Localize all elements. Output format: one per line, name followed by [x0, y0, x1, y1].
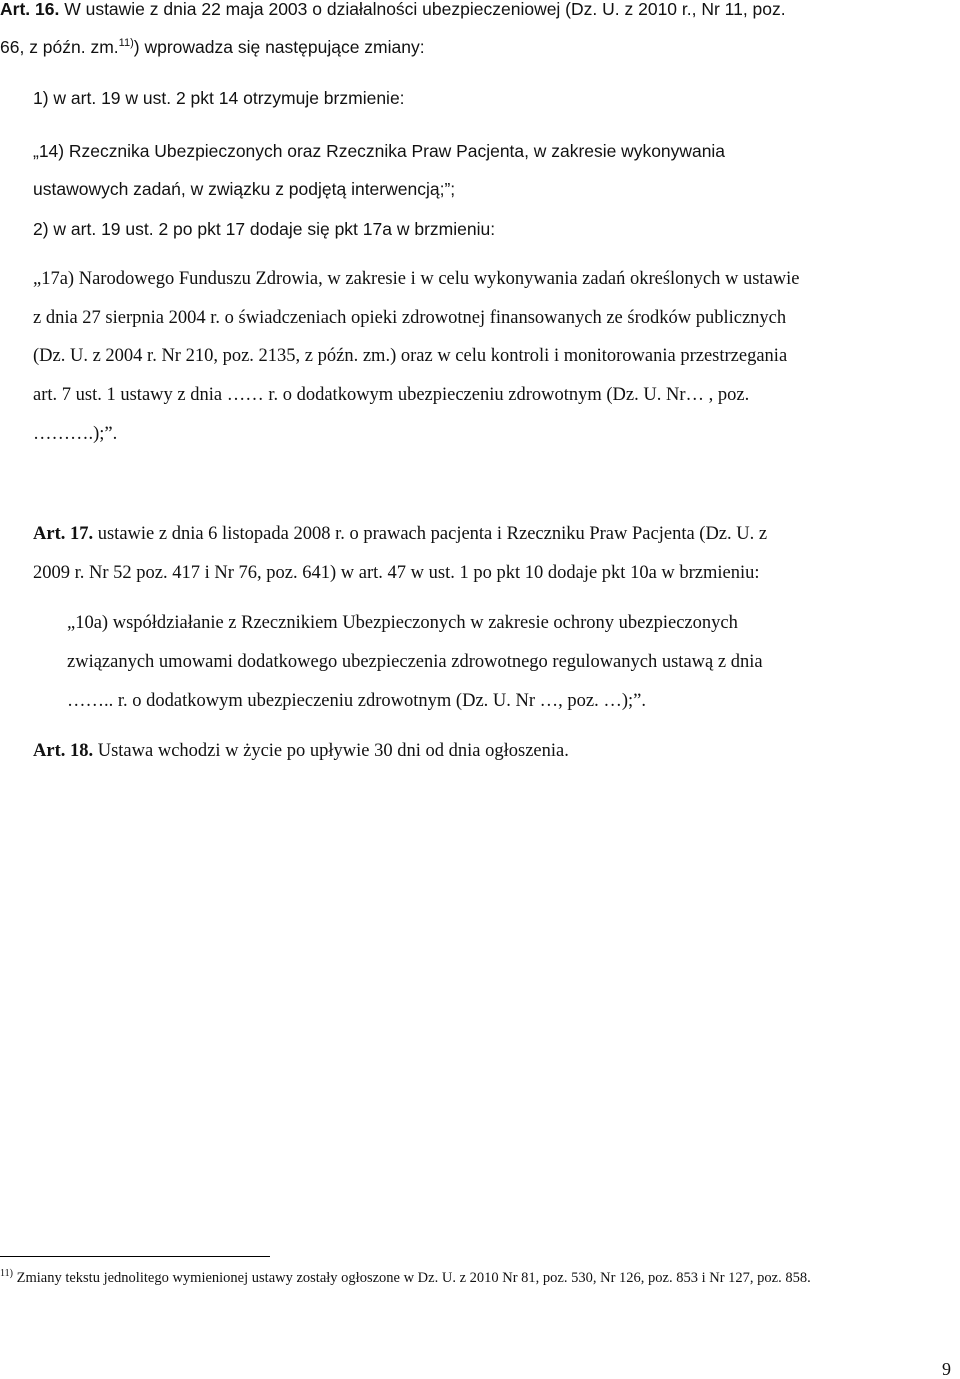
art16-intro-line1: W ustawie z dnia 22 maja 2003 o działalności ubezpieczeniowej (Dz. U. z 2010 r., Nr 11, poz.: [64, 0, 786, 19]
art16-intro-line2: [0, 36, 425, 58]
art18-label: Art. 18.: [33, 741, 94, 761]
art18-text: Ustawa wchodzi w życie po upływie 30 dni od dnia ogłoszenia.: [97, 741, 569, 761]
page-number: 9: [942, 1359, 951, 1379]
art17-line1-text: ustawie z dnia 6 listopada 2008 r. o prawach pacjenta i Rzeczniku Praw Pacjenta (Dz. U. z: [97, 524, 768, 544]
quote-17a-line5: ……….);”.: [33, 424, 118, 444]
art17-line1: [33, 523, 767, 545]
quote-17a-line2: z dnia 27 sierpnia 2004 r. o świadczeniach opieki zdrowotnej finansowanych ze środków publicznych: [33, 308, 787, 328]
quote-17a-line3: (Dz. U. z 2004 r. Nr 210, poz. 2135, z późn. zm.) oraz w celu kontroli i monitorowania przestrzegania: [33, 346, 788, 366]
quote-14-line1: [33, 140, 958, 162]
art17-label: Art. 17.: [33, 524, 94, 544]
art16-intro-line2a: 66, z późn. zm.: [0, 37, 119, 57]
footnote-text: Zmiany tekstu jednolitego wymienionej ustawy zostały ogłoszone w Dz. U. z 2010 Nr 81, poz. 530, Nr 126, poz. 853 i Nr 127, poz. 858.: [16, 1270, 811, 1286]
quote-10a-line2: związanych umowami dodatkowego ubezpieczenia zdrowotnego regulowanych ustawą z dnia: [67, 652, 763, 672]
footnote-marker: 11): [0, 1268, 13, 1279]
footnote-ref[interactable]: 11): [118, 37, 134, 49]
quote-10a-line1: „10a) współdziałanie z Rzecznikiem Ubezpieczonych w zakresie ochrony ubezpieczonych: [67, 613, 738, 633]
footnote-separator: [0, 1256, 270, 1257]
quote-17a-line4: art. 7 ust. 1 ustawy z dnia …… r. o dodatkowym ubezpieczeniu zdrowotnym (Dz. U. Nr… , poz.: [33, 385, 750, 405]
art17-line2: 2009 r. Nr 52 poz. 417 i Nr 76, poz. 641) w art. 47 w ust. 1 po pkt 10 dodaje pkt 10a w brzmieniu:: [33, 563, 760, 583]
art16-intro-line2b: ) wprowadza się następujące zmiany:: [133, 37, 425, 57]
quote-14-line2: ustawowych zadań, w związku z podjętą interwencją;”;: [33, 179, 456, 199]
quote-10a-line3: …….. r. o dodatkowym ubezpieczeniu zdrowotnym (Dz. U. Nr …, poz. …);”.: [67, 691, 647, 711]
art18-line: [33, 740, 569, 762]
art16-point2: 2) w art. 19 ust. 2 po pkt 17 dodaje się pkt 17a w brzmieniu:: [33, 219, 496, 239]
footnote: [0, 1270, 811, 1287]
quote-17a-line1: „17a) Narodowego Funduszu Zdrowia, w zakresie i w celu wykonywania zadań określonych w ustawie: [33, 269, 800, 289]
art16-label: Art. 16.: [0, 0, 60, 19]
art16-heading-line: [0, 0, 786, 20]
art16-point1: 1) w art. 19 w ust. 2 pkt 14 otrzymuje brzmienie:: [33, 88, 405, 108]
quote-14-line1-text: „14) Rzecznika Ubezpieczonych oraz Rzecznika Praw Pacjenta, w zakresie wykonywania: [33, 141, 726, 161]
